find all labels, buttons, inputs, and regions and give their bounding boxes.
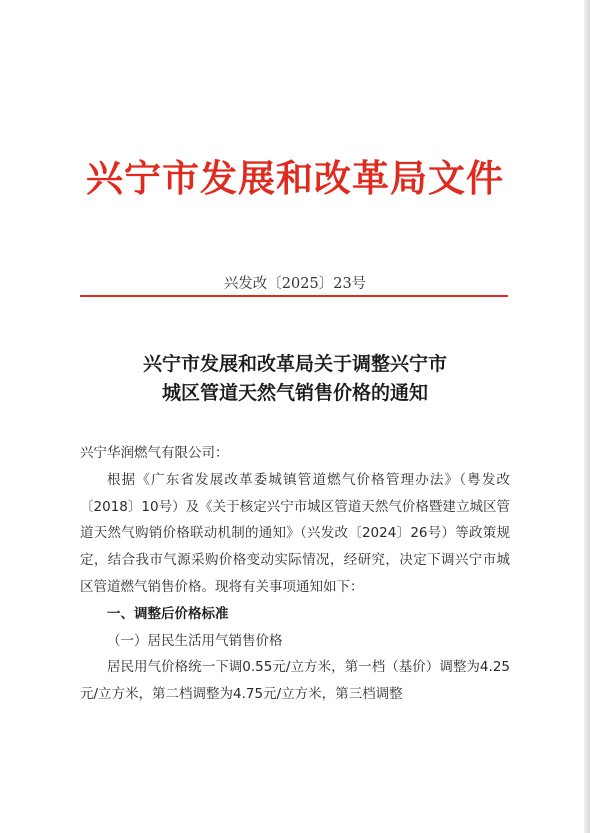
document-number: 兴发改〔2025〕23号 <box>223 276 367 292</box>
section-heading: 一、调整后价格标准 <box>107 605 229 622</box>
document-masthead: 兴宁市发展和改革局文件 <box>86 156 504 200</box>
intro-paragraph: 根据《广东省发展改革委城镇管道燃气价格管理办法》（粤发改〔2018〕10号）及《关于核定兴宁市城区管道天然气价格暨建立城区管道天然气购销价格联动机制的通知》（兴发改〔2024〕26号）等政策规定，结合我市气源采购价格变动实际情况，经研究，决定下调兴宁市城区管道燃气销售价格。现将有关事项通知如下： <box>80 471 510 595</box>
title-line-1: 兴宁市发展和改革局关于调整兴宁市 <box>142 353 447 375</box>
recipient-line: 兴宁华润燃气有限公司： <box>80 445 229 461</box>
subsection-heading: （一）居民生活用气销售价格 <box>107 632 283 649</box>
title-line-2: 城区管道天然气销售价格的通知 <box>161 382 428 404</box>
document-body <box>80 440 510 708</box>
page-edge-shadow <box>584 0 590 833</box>
red-divider-line <box>80 295 508 297</box>
price-paragraph: 居民用气价格统一下调0.55元/立方米，第一档（基价）调整为4.25元/立方米，第二档调整为4.75元/立方米，第三档调整 <box>80 659 510 703</box>
document-title <box>0 350 590 408</box>
